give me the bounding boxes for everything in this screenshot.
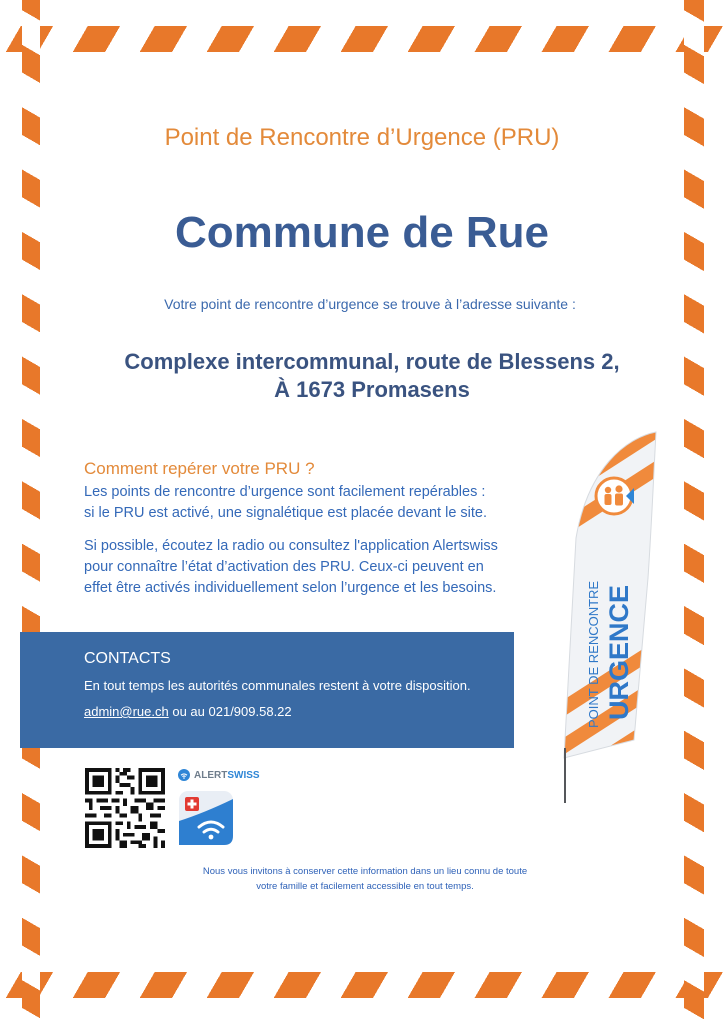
frame-border-bottom bbox=[0, 972, 724, 998]
paragraph-alertswiss bbox=[84, 536, 554, 599]
address-block bbox=[0, 348, 724, 404]
flag-text-line-1: POINT DE RENCONTRE bbox=[586, 580, 601, 728]
footer-line: votre famille et facilement accessible en tout temps. bbox=[256, 881, 474, 892]
paragraph-line: pour connaître l’état d’activation des PRU. Ceux-ci peuvent en bbox=[84, 559, 484, 575]
paragraph-line: effet être activés individuellement selon l’urgence et les besoins. bbox=[84, 580, 497, 596]
contacts-text: En tout temps les autorités communales restent à votre disposition. bbox=[84, 678, 471, 693]
address-line-2: À 1673 Promasens bbox=[274, 377, 470, 402]
poster-subtitle: Point de Rencontre d’Urgence (PRU) bbox=[164, 124, 560, 151]
alertswiss-brand-suffix: SWISS bbox=[227, 769, 260, 781]
pru-flag-illustration bbox=[556, 428, 666, 808]
paragraph-line: Les points de rencontre d’urgence sont facilement repérables : bbox=[84, 484, 486, 500]
alertswiss-brand-prefix: ALERT bbox=[194, 769, 228, 781]
page-title: Commune de Rue bbox=[174, 208, 550, 257]
paragraph-line: Si possible, écoutez la radio ou consultez l'application Alertswiss bbox=[84, 538, 498, 554]
contacts-title: CONTACTS bbox=[84, 650, 171, 667]
footer-line: Nous vous invitons à conserver cette information dans un lieu connu de toute bbox=[202, 866, 528, 877]
paragraph-recognition bbox=[84, 482, 554, 524]
email-link[interactable]: admin@rue.ch bbox=[84, 704, 169, 719]
paragraph-line: si le PRU est activé, une signalétique est placée devant le site. bbox=[84, 505, 488, 521]
footer-note bbox=[160, 864, 570, 894]
frame-border-left bbox=[22, 0, 40, 1024]
alertswiss-app-icon[interactable] bbox=[179, 791, 233, 845]
flag-text-line-2: URGENCE bbox=[604, 584, 634, 720]
frame-border-right bbox=[684, 0, 704, 1024]
qr-code-icon[interactable] bbox=[85, 768, 165, 848]
frame-border-top bbox=[0, 26, 724, 52]
section-heading-how: Comment repérer votre PRU ? bbox=[84, 459, 315, 478]
people-icon bbox=[596, 478, 634, 514]
address-line-1: Complexe intercommunal, route de Blessens 2, bbox=[124, 349, 620, 374]
intro-text: Votre point de rencontre d’urgence se trouve à l’adresse suivante : bbox=[164, 296, 576, 312]
phone-text: ou au 021/909.58.22 bbox=[168, 704, 292, 719]
alertswiss-logo bbox=[178, 769, 260, 781]
wifi-icon bbox=[178, 769, 190, 781]
contacts-line bbox=[84, 704, 292, 719]
contacts-box bbox=[20, 632, 514, 748]
